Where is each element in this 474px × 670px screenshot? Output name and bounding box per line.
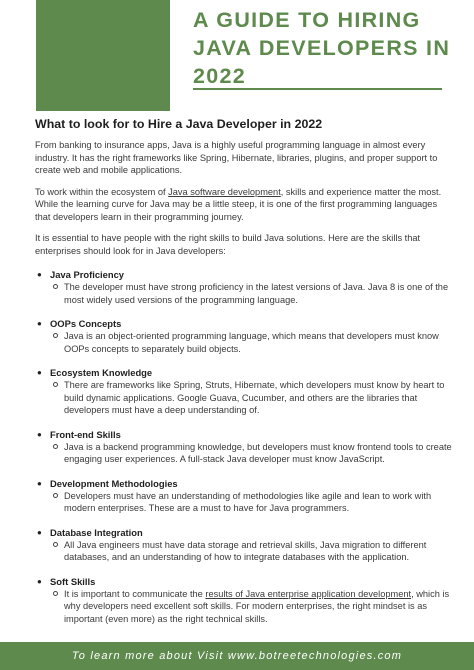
java-software-development-link[interactable]: Java software development (168, 186, 281, 197)
bullet-icon: ● (37, 270, 42, 279)
bullet-icon: ● (37, 368, 42, 377)
circle-bullet-icon (53, 444, 58, 449)
circle-bullet-icon (53, 542, 58, 547)
skill-item-development-methodologies (35, 478, 453, 515)
skill-description-text: All Java engineers must have data storage and retrieval skills, Java migration to different databases, and an understanding of how to integrate databases with the application. (64, 539, 427, 562)
skill-item-soft-skills (35, 576, 453, 626)
title-line-1: A GUIDE TO HIRING (193, 8, 421, 32)
intro-paragraph-1: From banking to insurance apps, Java is a highly useful programming language in almost every industry. It has the right frameworks like Spring, Hibernate, libraries, plugins, and proper support to create web and mobile applications. (35, 140, 438, 175)
skill-description (50, 379, 453, 417)
skill-title: Front-end Skills (50, 428, 121, 440)
skill-description-text: There are frameworks like Spring, Struts, Hibernate, which developers must know by heart to build dynamic applications. Google Guava, Cucumber, and others are the libraries that developers must have a deep understanding of. (64, 380, 445, 415)
title-line-3: 2022 (193, 64, 247, 88)
skill-description-text: Java is an object-oriented programming language, which means that developers must know OOPs concepts to separately build objects. (64, 331, 439, 354)
intro-paragraph-3: It is essential to have people with the right skills to build Java solutions. Here are the skills that enterprises should look for in Java developers: (35, 233, 421, 256)
skill-description (50, 588, 453, 626)
skill-description (50, 539, 453, 564)
skill-description-text: Developers must have an understanding of methodologies like agile and lean to work with modern enterprises. These are a must to have for Java programmers. (64, 490, 432, 513)
circle-bullet-icon (53, 493, 58, 498)
skill-description-text: Java is a backend programming knowledge, but developers must know frontend tools to create engaging user experiences. A full-stack Java developer must know JavaScript. (64, 441, 452, 464)
intro-p2-text-start: To work within the ecosystem of (35, 186, 169, 197)
intro-p2-text-end: , skills and experience matter the most. While the learning curve for Java may be a little steep, it is one of the first programming languages that developers learn in their programming journey. (35, 186, 442, 222)
skill-title: Database Integration (50, 526, 143, 538)
bullet-icon: ● (37, 429, 42, 439)
footer-text[interactable]: To learn more about Visit www.botreetechnologies.com (71, 650, 403, 662)
bullet-icon: ● (37, 527, 42, 537)
skill-item-front-end-skills (35, 429, 453, 466)
skill-title: Java Proficiency (50, 269, 125, 280)
skill-title: OOPs Concepts (50, 318, 122, 329)
skill-title: Soft Skills (50, 575, 96, 587)
skill-title: Development Methodologies (50, 477, 178, 489)
skill-description (50, 330, 453, 355)
skill-description-text-start: It is important to communicate the (64, 588, 206, 599)
title-line-2: JAVA DEVELOPERS IN (193, 36, 451, 60)
skill-title: Ecosystem Knowledge (50, 367, 153, 378)
bullet-icon: ● (37, 478, 42, 488)
skill-item-java-proficiency (35, 269, 453, 306)
circle-bullet-icon (53, 382, 58, 387)
skill-description-text: The developer must have strong proficiency in the latest versions of Java. Java 8 is one of the most widely used versions of the programming language. (64, 282, 449, 305)
section-heading: What to look for to Hire a Java Developer in 2022 (35, 117, 323, 131)
page-title (193, 6, 455, 90)
skill-description (50, 281, 453, 306)
circle-bullet-icon (53, 591, 58, 596)
main-content (35, 117, 453, 637)
skill-description (50, 490, 453, 515)
skill-item-ecosystem-knowledge (35, 367, 453, 417)
java-enterprise-development-link[interactable]: results of Java enterprise application development (205, 588, 412, 599)
skill-item-oops-concepts (35, 318, 453, 355)
footer-bar (0, 642, 474, 670)
circle-bullet-icon (53, 284, 58, 289)
skills-list (35, 269, 453, 625)
header-color-block (36, 0, 170, 111)
intro-paragraph-2 (35, 186, 453, 224)
skill-description (50, 441, 453, 466)
circle-bullet-icon (53, 333, 58, 338)
skill-description-text-end: , which is why developers need excellent soft skills. For modern enterprises, the right mindset is as important (even more) as the right technical skills. (64, 588, 450, 624)
skill-item-database-integration (35, 527, 453, 564)
bullet-icon: ● (37, 576, 42, 586)
title-underline (193, 88, 442, 90)
bullet-icon: ● (37, 319, 42, 328)
